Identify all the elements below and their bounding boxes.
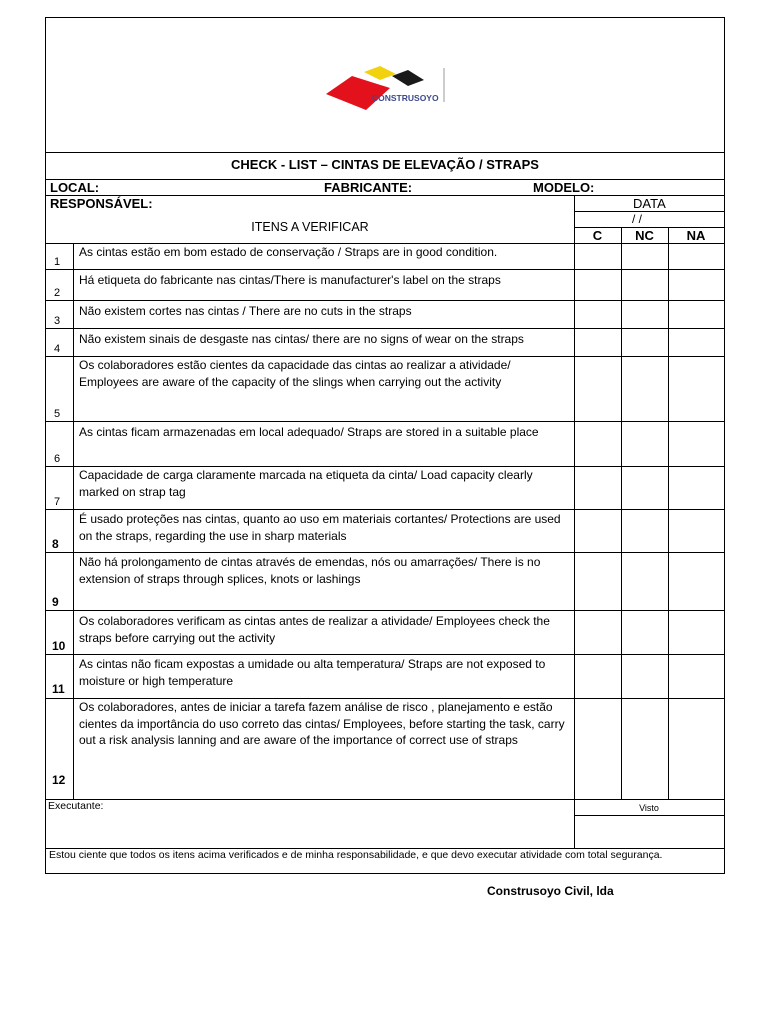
modelo-label: MODELO: <box>533 180 595 195</box>
checklist-sheet <box>45 17 725 874</box>
item-number-6: 6 <box>54 453 61 465</box>
col-c-header: C <box>592 228 603 243</box>
checklist-item-10: Os colaboradores verificam as cintas antes de realizar a atividade/ Employees check the straps before carrying out the activity <box>79 614 550 645</box>
col-na-header: NA <box>686 228 706 243</box>
checklist-item-8: É usado proteções nas cintas, quanto ao uso em materiais cortantes/ Protections are used on the straps, regarding the use in sharp materials <box>79 512 561 543</box>
construsoyo-logo <box>326 66 456 116</box>
logo-area <box>46 18 724 153</box>
item-number-8: 8 <box>52 537 59 551</box>
itens-a-verificar-label: ITENS A VERIFICAR <box>251 220 369 234</box>
checklist-item-11: As cintas não ficam expostas a umidade ou alta temperatura/ Straps are not exposed to moisture or high temperature <box>79 657 546 688</box>
checklist-item-4: Não existem sinais de desgaste nas cintas/ there are no signs of wear on the straps <box>79 332 524 346</box>
checklist-item-1: As cintas estão em bom estado de conservação / Straps are in good condition. <box>79 245 498 259</box>
item-number-5: 5 <box>54 408 61 420</box>
visto-label: Visto <box>639 803 659 813</box>
company-name: Construsoyo Civil, lda <box>487 884 614 898</box>
item-number-10: 10 <box>52 639 66 653</box>
item-number-11: 11 <box>52 682 65 696</box>
checklist-item-6: As cintas ficam armazenadas em local adequado/ Straps are stored in a suitable place <box>79 425 539 439</box>
responsavel-label: RESPONSÁVEL: <box>50 196 153 211</box>
item-number-7: 7 <box>54 496 61 508</box>
date-slashes: / / <box>632 212 643 226</box>
page-title: CHECK - LIST – CINTAS DE ELEVAÇÃO / STRAPS <box>231 157 539 172</box>
checklist-item-9: Não há prolongamento de cintas através de emendas, nós ou amarrações/ There is no extension of straps through splices, knots or lashings <box>79 555 541 586</box>
data-label: DATA <box>633 196 666 211</box>
checklist-item-7: Capacidade de carga claramente marcada na etiqueta da cinta/ Load capacity clearly marked on strap tag <box>79 468 533 499</box>
executante-label: Executante: <box>48 800 104 812</box>
checklist-item-12: Os colaboradores, antes de iniciar a tarefa fazem análise de risco , planejamento e estão cientes da importância do uso correto das cintas/ Employees, before starting the task, carry out a risk analysis lanning and are aware of the importance of correct use of straps <box>79 700 565 747</box>
declaration-text: Estou ciente que todos os itens acima verificados e de minha responsabilidade, e que devo executar atividade com total segurança. <box>49 849 663 861</box>
checklist-item-5: Os colaboradores estão cientes da capacidade das cintas ao realizar a atividade/ Employees are aware of the capacity of the slings when carrying out the activity <box>79 358 511 389</box>
item-number-12: 12 <box>52 773 66 787</box>
checklist-item-3: Não existem cortes nas cintas / There are no cuts in the straps <box>79 304 412 318</box>
item-number-9: 9 <box>52 595 59 609</box>
fabricante-label: FABRICANTE: <box>324 180 413 195</box>
item-number-4: 4 <box>54 343 61 355</box>
checklist-item-2: Há etiqueta do fabricante nas cintas/There is manufacturer's label on the straps <box>79 273 501 287</box>
item-number-2: 2 <box>54 287 61 299</box>
local-label: LOCAL: <box>50 180 100 195</box>
item-number-1: 1 <box>54 256 61 268</box>
logo-brand-text: CONSTRUSOYO <box>372 93 439 103</box>
col-nc-header: NC <box>635 228 654 243</box>
item-number-3: 3 <box>54 315 61 327</box>
